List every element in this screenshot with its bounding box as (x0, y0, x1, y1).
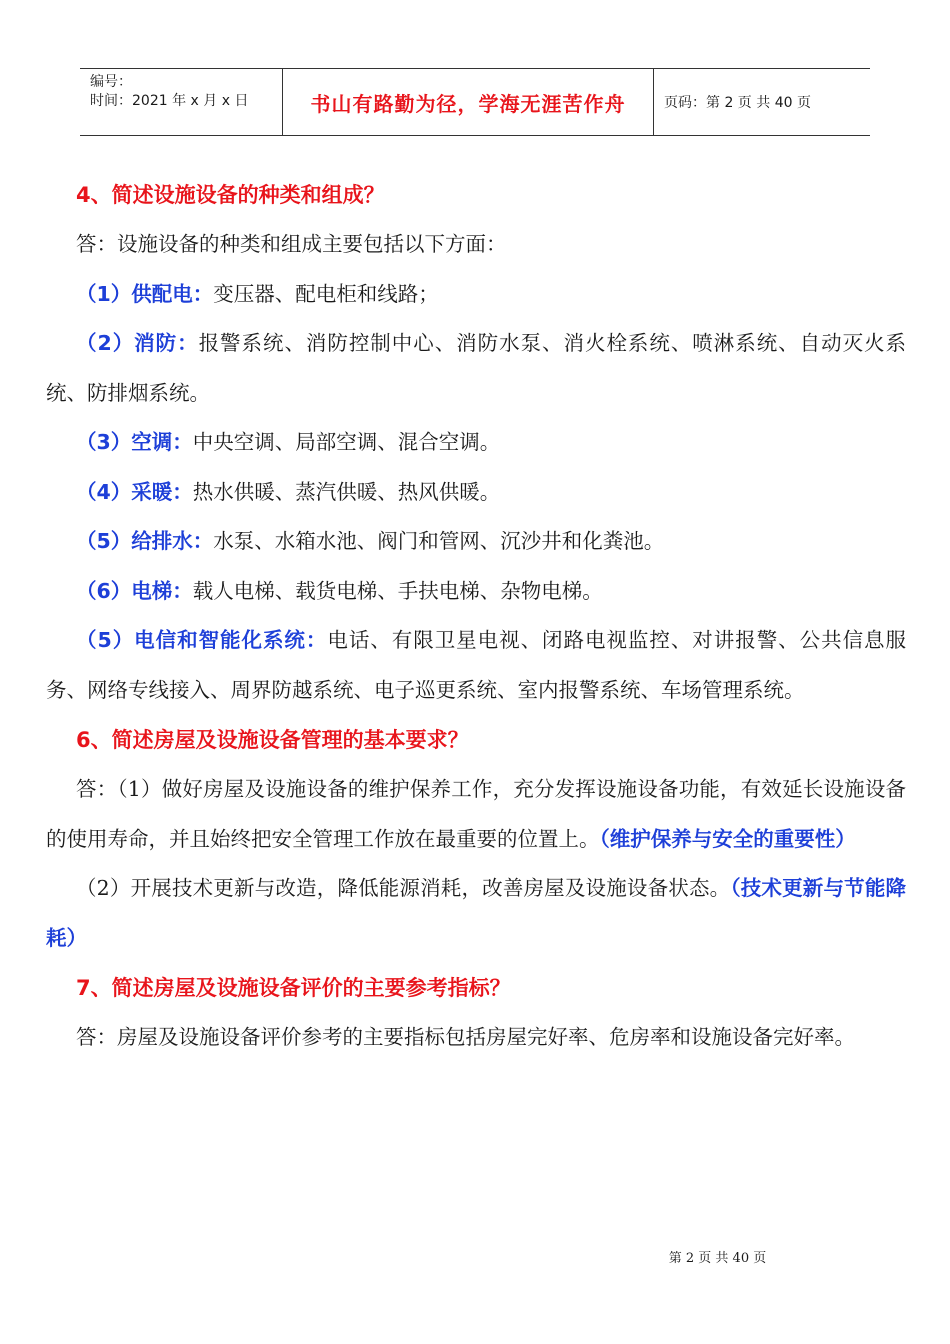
paragraph-note: （维护保养与安全的重要性） (599, 826, 856, 851)
item-label: （2）消防： (76, 331, 199, 355)
header-table (80, 68, 870, 136)
list-item (46, 517, 906, 567)
item-label: （4）采暖： (76, 479, 193, 504)
question-6-title: 6、简述房屋及设施设备管理的基本要求？ (76, 728, 469, 752)
paragraph-text: （2）开展技术更新与改造，降低能源消耗，改善房屋及设施设备状态。 (76, 876, 731, 900)
question-6-paragraph-2 (46, 864, 906, 963)
list-item (46, 418, 906, 468)
question-4-answer-intro: 答：设施设备的种类和组成主要包括以下方面： (76, 232, 507, 256)
item-label: （6）电梯： (76, 578, 193, 603)
item-text: 报警系统、消防控制中心、消防水泵、消火栓系统、喷淋系统、自动灭火系统、防排烟系统。 (46, 331, 907, 405)
item-label: （1）供配电： (76, 281, 214, 306)
item-text: 载人电梯、载货电梯、手扶电梯、杂物电梯。 (192, 578, 603, 603)
list-item (46, 616, 906, 715)
document-body (46, 170, 906, 1063)
item-text: 水泵、水箱水池、阀门和管网、沉沙井和化粪池。 (213, 529, 665, 553)
item-label: （3）空调： (76, 430, 193, 454)
item-text: 电话、有限卫星电视、闭路电视监控、对讲报警、公共信息服务、网络专线接入、周界防越系统、电子巡更系统、室内报警系统、车场管理系统。 (46, 628, 907, 702)
question-7-title: 7、简述房屋及设施设备评价的主要参考指标？ (76, 976, 511, 1000)
header-meta-cell (80, 69, 282, 135)
list-item (46, 319, 906, 418)
paragraph-note: （技术更新与节能降耗） (46, 876, 907, 950)
header-motto-cell (282, 69, 654, 135)
list-item (46, 468, 906, 518)
item-text: 中央空调、局部空调、混合空调。 (192, 430, 501, 454)
header-page-cell (654, 69, 870, 135)
question-7-answer: 答：房屋及设施设备评价参考的主要指标包括房屋完好率、危房率和设施设备完好率。 (76, 1025, 855, 1049)
page-footer: 第 2 页 共 40 页 (668, 1251, 767, 1266)
header-page-info: 页码：第 2 页 共 40 页 (664, 95, 811, 111)
item-label: （5）电信和智能化系统： (76, 628, 328, 652)
header-motto: 书山有路勤为径，学海无涯苦作舟 (310, 91, 626, 116)
document-number-label: 编号： (90, 74, 132, 90)
list-item (46, 567, 906, 617)
document-date-label: 时间：2021 年 x 月 x 日 (90, 93, 249, 109)
question-6-paragraph-1 (46, 765, 906, 864)
question-4-title: 4、简述设施设备的种类和组成？ (76, 183, 385, 207)
item-text: 热水供暖、蒸汽供暖、热风供暖。 (192, 479, 501, 504)
item-label: （5）给排水： (76, 529, 214, 553)
item-text: 变压器、配电柜和线路； (213, 281, 439, 306)
paragraph-text: 答：（1）做好房屋及设施设备的维护保养工作，充分发挥设施设备功能，有效延长设施设备的使用寿命，并且始终把安全管理工作放在最重要的位置上。 (46, 777, 906, 851)
list-item (46, 270, 906, 320)
